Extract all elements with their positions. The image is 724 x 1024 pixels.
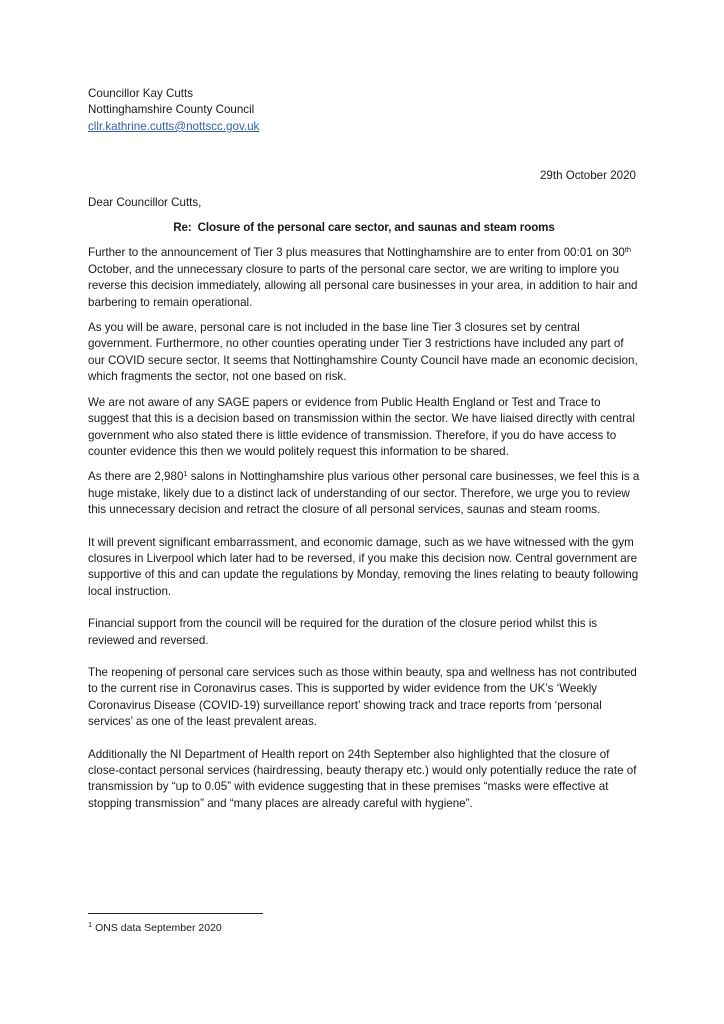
subject-prefix: Re: — [173, 221, 192, 235]
paragraph-5: It will prevent significant embarrassment, and economic damage, such as we have witnessed with the gym closures in Liverpool which later had to be reversed, if you make this decision now. Central government are supportive of this and can update the regulations by Monday, removing the lines relating to beauty following local instruction. — [88, 535, 639, 598]
paragraph-3: We are not aware of any SAGE papers or evidence from Public Health England or Test and Trace to suggest that this is a decision based on transmission within the sector. We have liaised directly with central government who also stated there is little evidence of transmission. Therefore, if you do have access to counter evidence this then we would politely request this information to be shared. — [88, 395, 635, 458]
subject-text: Closure of the personal care sector, and saunas and steam rooms — [197, 221, 555, 235]
paragraph-1-part-b: October, and the unnecessary closure to parts of the personal care sector, we are writing to implore you reverse this decision immediately, allowing all personal care businesses in your area, in addition to hair and barbering to remain operational. — [88, 262, 638, 309]
recipient-email-link[interactable]: cllr.kathrine.cutts@nottscc.gov.uk — [88, 119, 260, 133]
footnote-mark: 1 — [88, 920, 93, 929]
salutation: Dear Councillor Cutts, — [88, 195, 202, 209]
recipient-email-line — [88, 119, 640, 135]
subject-line — [88, 220, 640, 236]
footnote-text: ONS data September 2020 — [92, 922, 222, 934]
paragraph-4-part-a: As there are 2,980 — [88, 470, 184, 484]
ordinal-suffix: th — [624, 245, 632, 255]
recipient-name: Councillor Kay Cutts — [88, 87, 194, 100]
recipient-organisation: Nottinghamshire County Council — [88, 103, 255, 117]
paragraph-7: The reopening of personal care services such as those within beauty, spa and wellness has not contributed to the current rise in Coronavirus cases. This is supported by wider evidence from the UK’s ‘Weekly Coronavirus Disease (COVID-19) surveillance report’ showing track and trace reports from ‘personal services’ as one of the least prevalent areas. — [88, 665, 637, 729]
footnote-divider — [88, 913, 263, 914]
letter-date: 29th October 2020 — [539, 169, 636, 183]
paragraph-6: Financial support from the council will be required for the duration of the closure period whilst this is reviewed and reversed. — [88, 617, 598, 647]
recipient-block — [88, 86, 640, 135]
paragraph-4-part-b: salons in Nottinghamshire plus various other personal care businesses, we feel this is a huge mistake, likely due to a distinct lack of understanding of our sector. Therefore, we urge you to review this unnecessary decision and retract the closure of all personal services, saunas and steam rooms. — [88, 470, 640, 517]
letter-body — [88, 86, 640, 812]
paragraph-4 — [88, 469, 640, 518]
paragraph-8: Additionally the NI Department of Health report on 24th September also highlighted that the closure of close-contact personal services (hairdressing, beauty therapy etc.) would only potentially reduce the rate of transmission by “up to 0.05” with evidence suggesting that in these premises “masks were effective at stopping transmission” and “many places are already careful with hygiene”. — [88, 747, 637, 810]
paragraph-1 — [88, 245, 640, 311]
footnote-reference: 1 — [183, 469, 188, 479]
paragraph-1-part-a: Further to the announcement of Tier 3 plus measures that Nottinghamshire are to enter from 00:01 on 30 — [88, 246, 625, 260]
footnote — [88, 921, 222, 935]
paragraph-2: As you will be aware, personal care is not included in the base line Tier 3 closures set by central government. Furthermore, no other counties operating under Tier 3 restrictions have included any part of our COVID secure sector. It seems that Nottinghamshire County Council have made an economic decision, which fragments the sector, not one based on risk. — [88, 321, 638, 384]
